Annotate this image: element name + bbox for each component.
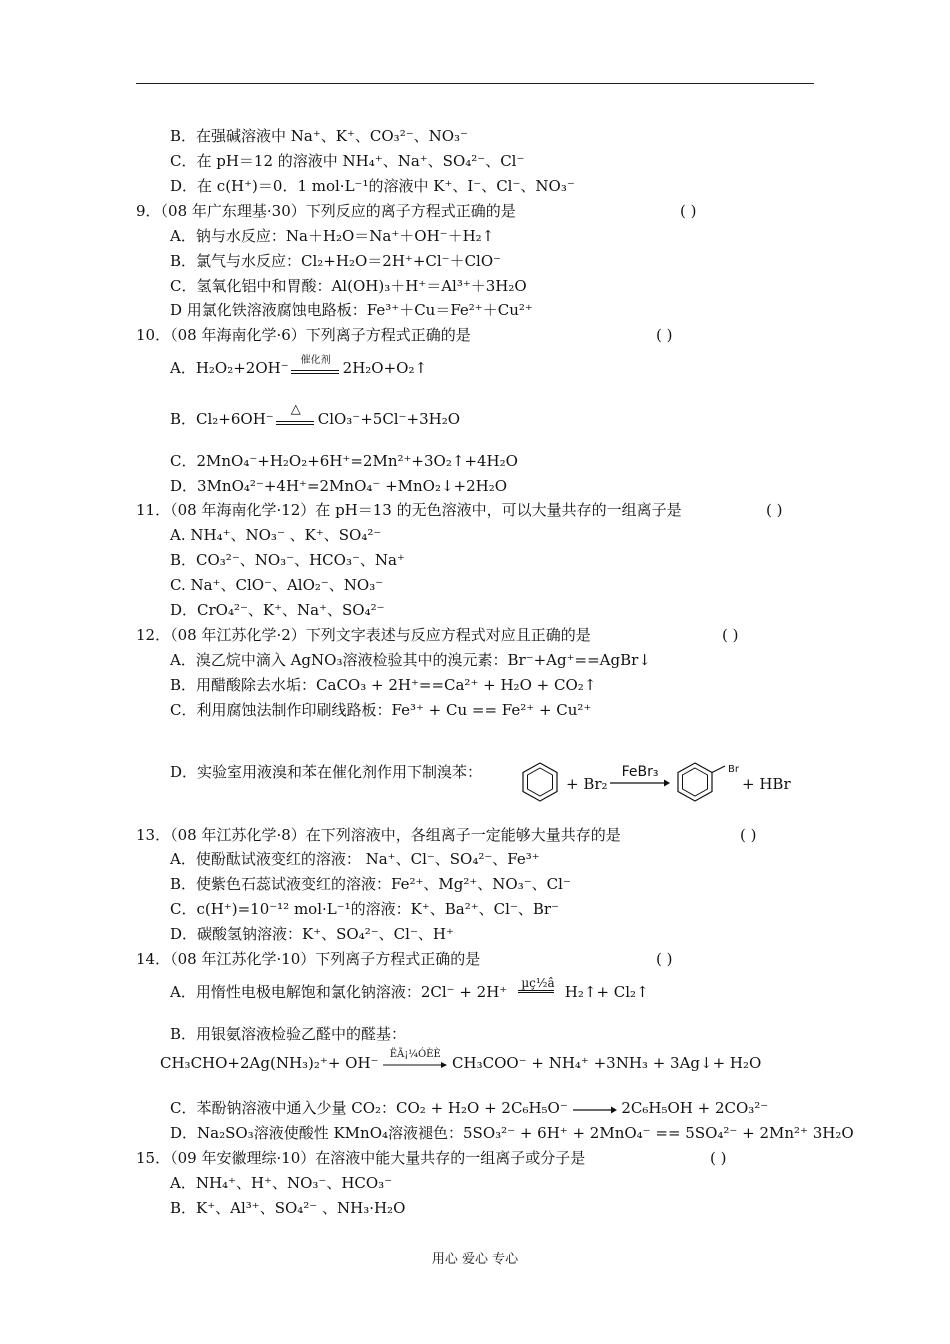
heat-arrow <box>383 1049 447 1073</box>
q10a-left: A．H₂O₂+2OH⁻ <box>170 359 289 377</box>
q13-option-c: C．c(H⁺)=10⁻¹² mol·L⁻¹的溶液：K⁺、Ba²⁺、Cl⁻、Br⁻ <box>170 900 559 918</box>
q13-answer-blank: ( ) <box>740 826 757 844</box>
q9-answer-blank: ( ) <box>680 202 697 220</box>
q14c-right: 2C₆H₅OH + 2CO₃²⁻ <box>621 1099 769 1117</box>
q15-stem: 15．（09 年安徽理综·10）在溶液中能大量共存的一组离子或分子是 <box>136 1149 586 1167</box>
q9-stem: 9．（08 年广东理基·30）下列反应的离子方程式正确的是 <box>136 202 516 220</box>
q14b-right: CH₃COO⁻ + NH₄⁺ +3NH₃ + 3Ag↓+ H₂O <box>452 1054 762 1072</box>
q11-option-a: A. NH₄⁺、NO₃⁻ 、K⁺、SO₄²⁻ <box>170 526 382 544</box>
header-rule <box>136 83 814 84</box>
electrolysis-label: µç½â <box>521 976 555 990</box>
q10-option-a <box>170 355 428 378</box>
q14-option-c <box>170 1099 768 1118</box>
q11-stem: 11．（08 年海南化学·12）在 pH＝13 的无色溶液中，可以大量共存的一组离子是 <box>136 501 682 519</box>
q9-option-b: B．氯气与水反应：Cl₂+H₂O＝2H⁺+Cl⁻＋ClO⁻ <box>170 252 502 270</box>
q13-stem: 13．（08 年江苏化学·8）在下列溶液中，各组离子一定能够大量共存的是 <box>136 826 621 844</box>
heat-label: △ <box>290 402 301 417</box>
q10a-right: 2H₂O+O₂↑ <box>342 359 428 377</box>
br-label: Br <box>728 764 739 775</box>
q11-option-b: B．CO₃²⁻、NO₃⁻、HCO₃⁻、Na⁺ <box>170 551 405 569</box>
heat-arrow-label: ËÃ¡¼ÓÈÈ <box>389 1049 441 1060</box>
heat-equals-sign <box>276 402 316 429</box>
page-footer: 用心 爱心 专心 <box>431 1252 519 1267</box>
q10b-left: B．Cl₂+6OH⁻ <box>170 410 274 428</box>
q9-option-c: C．氢氧化铝中和胃酸：Al(OH)₃＋H⁺＝Al³⁺＋3H₂O <box>170 277 527 295</box>
q15-option-b: B．K⁺、Al³⁺、SO₄²⁻ 、NH₃·H₂O <box>170 1199 406 1217</box>
arrow-icon <box>573 1105 617 1115</box>
q14-option-b-equation <box>160 1049 762 1073</box>
plus-hbr: + HBr <box>742 775 791 793</box>
q14-option-d: D．Na₂SO₃溶液使酸性 KMnO₄溶液褪色：5SO₃²⁻ + 6H⁺ + 2MnO₄⁻ == 5SO₄²⁻ + 2Mn²⁺ 3H₂O <box>170 1124 854 1142</box>
plus-br2: + Br₂ <box>566 775 608 793</box>
q12-option-c: C．利用腐蚀法制作印刷线路板：Fe³⁺ + Cu == Fe²⁺ + Cu²⁺ <box>170 701 592 719</box>
q13-option-a: A．使酚酞试液变红的溶液： Na⁺、Cl⁻、SO₄²⁻、Fe³⁺ <box>170 850 540 868</box>
q15-option-a: A．NH₄⁺、H⁺、NO₃⁻、HCO₃⁻ <box>170 1174 393 1192</box>
q8-option-c: C．在 pH＝12 的溶液中 NH₄⁺、Na⁺、SO₄²⁻、Cl⁻ <box>170 152 525 170</box>
q14a-left: A．用惰性电极电解饱和氯化钠溶液：2Cl⁻ + 2H⁺ <box>170 983 508 1001</box>
benzene-ring-icon <box>520 760 560 804</box>
q12-stem: 12．（08 年江苏化学·2）下列文字表述与反应方程式对应且正确的是 <box>136 626 591 644</box>
arrow-icon <box>383 1060 447 1070</box>
q14-answer-blank: ( ) <box>656 950 673 968</box>
q10-option-b <box>170 402 461 429</box>
febr3-catalyst: FeBr₃ <box>621 764 659 780</box>
q10b-right: ClO₃⁻+5Cl⁻+3H₂O <box>317 410 461 428</box>
q10-stem: 10．（08 年海南化学·6）下列离子方程式正确的是 <box>136 326 471 344</box>
q8-option-d: D．在 c(H⁺)＝0．1 mol·L⁻¹的溶液中 K⁺、I⁻、Cl⁻、NO₃⁻ <box>170 177 575 195</box>
q10-option-c: C．2MnO₄⁻+H₂O₂+6H⁺=2Mn²⁺+3O₂↑+4H₂O <box>170 452 518 470</box>
q9-option-a: A．钠与水反应：Na＋H₂O＝Na⁺＋OH⁻＋H₂↑ <box>170 227 495 245</box>
q13-option-b: B．使紫色石蕊试液变红的溶液：Fe²⁺、Mg²⁺、NO₃⁻、Cl⁻ <box>170 875 571 893</box>
q9-option-d: D 用氯化铁溶液腐蚀电路板：Fe³⁺＋Cu＝Fe²⁺＋Cu²⁺ <box>170 301 533 319</box>
q14b-left: CH₃CHO+2Ag(NH₃)₂⁺+ OH⁻ <box>160 1054 379 1072</box>
q14-option-b: B．用银氨溶液检验乙醛中的醛基： <box>170 1025 407 1043</box>
q11-option-c: C. Na⁺、ClO⁻、AlO₂⁻、NO₃⁻ <box>170 576 384 594</box>
electrolysis-equals-sign <box>518 976 558 1002</box>
q11-answer-blank: ( ) <box>766 501 783 519</box>
reaction-arrow-icon <box>610 778 670 788</box>
q12-option-b: B．用醋酸除去水垢：CaCO₃ + 2H⁺==Ca²⁺ + H₂O + CO₂↑ <box>170 676 597 694</box>
q14-stem: 14．（08 年江苏化学·10）下列离子方程式正确的是 <box>136 950 481 968</box>
q10-option-d: D．3MnO₄²⁻+4H⁺=2MnO₄⁻ +MnO₂↓+2H₂O <box>170 477 508 495</box>
q14-option-a <box>170 976 649 1002</box>
catalyst-label: 催化剂 <box>300 355 331 366</box>
q12-option-a: A．溴乙烷中滴入 AgNO₃溶液检验其中的溴元素：Br⁻+Ag⁺==AgBr↓ <box>170 651 651 669</box>
q14a-right: H₂↑+ Cl₂↑ <box>564 983 649 1001</box>
q14c-left: C．苯酚钠溶液中通入少量 CO₂：CO₂ + H₂O + 2C₆H₅O⁻ <box>170 1099 568 1117</box>
q12-option-d: D．实验室用液溴和苯在催化剂作用下制溴苯： <box>170 763 483 781</box>
q8-option-b: B．在强碱溶液中 Na⁺、K⁺、CO₃²⁻、NO₃⁻ <box>170 127 468 145</box>
q12-answer-blank: ( ) <box>722 626 739 644</box>
catalyst-equals-sign <box>291 355 341 378</box>
q15-answer-blank: ( ) <box>710 1149 727 1167</box>
q11-option-d: D．CrO₄²⁻、K⁺、Na⁺、SO₄²⁻ <box>170 601 385 619</box>
reaction-arrow <box>573 1100 617 1118</box>
q13-option-d: D．碳酸氢钠溶液：K⁺、SO₄²⁻、Cl⁻、H⁺ <box>170 925 454 943</box>
q10-answer-blank: ( ) <box>656 326 673 344</box>
